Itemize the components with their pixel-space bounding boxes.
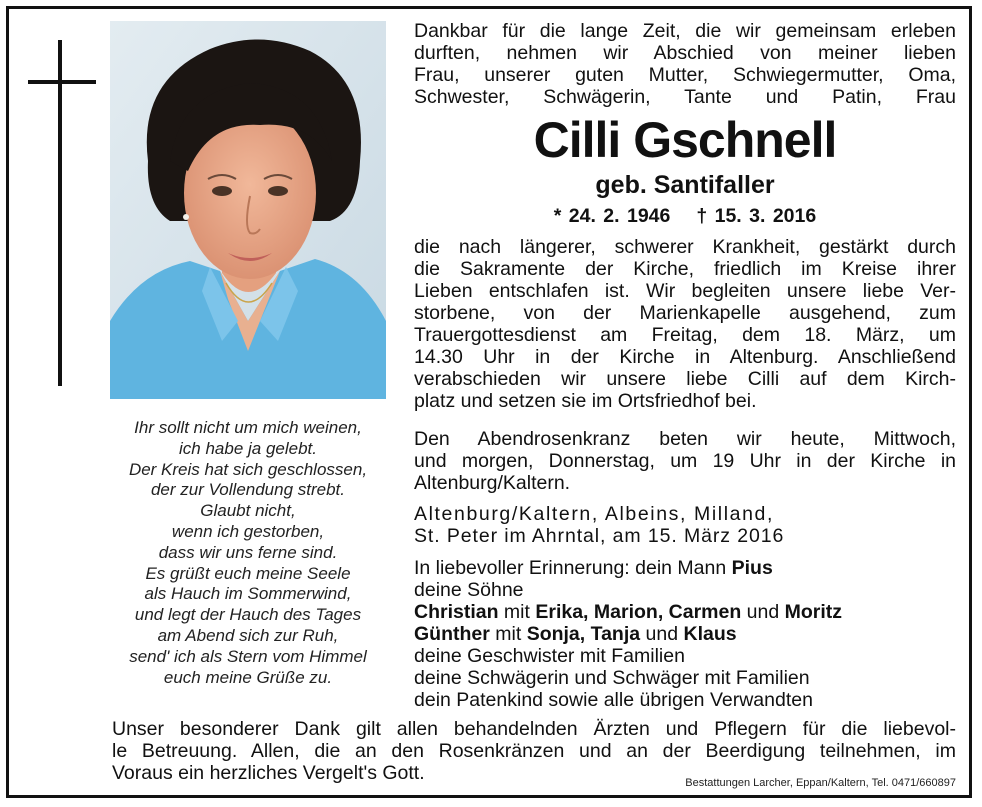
deceased-name: Cilli Gschnell	[533, 112, 837, 168]
life-dates	[414, 204, 956, 228]
poem-line: Es grüßt euch meine Seele	[145, 563, 351, 583]
family-text: mit	[489, 623, 527, 645]
story-line: 14.30 Uhr in der Kirche in Altenburg. Anschließend	[414, 346, 956, 368]
poem-line: ich habe ja gelebt.	[179, 438, 317, 458]
son-name: Christian	[414, 601, 499, 623]
story-line: die Sakramente der Kirche, friedlich im Kreise ihrer	[414, 258, 956, 280]
story-text	[414, 236, 956, 412]
poem-line: wenn ich gestorben,	[171, 521, 325, 541]
story-line: platz und setzen sie im Ortsfriedhof bei.	[414, 390, 757, 412]
son-family-names: Moritz	[784, 601, 843, 623]
family-list	[414, 557, 956, 711]
son-name: Günther	[414, 623, 490, 645]
family-line-siblings: deine Geschwister mit Familien	[414, 645, 685, 667]
intro-line: Frau, unserer guten Mutter, Schwiegermutter, Oma,	[414, 64, 956, 86]
undertaker-credit: Bestattungen Larcher, Eppan/Kaltern, Tel. 0471/660897	[685, 777, 956, 789]
poem-line: send' ich als Stern vom Himmel	[129, 646, 367, 666]
family-line-in-laws: deine Schwägerin und Schwäger mit Familien	[414, 667, 810, 689]
poem-line: Glaubt nicht,	[200, 501, 296, 521]
intro-line: Schwester, Schwägerin, Tante und Patin, Frau	[414, 86, 956, 108]
poem-line: am Abend sich zur Ruh,	[157, 625, 339, 645]
story-line: Trauergottesdienst am Freitag, dem 18. März, um	[414, 324, 956, 346]
family-text: mit	[498, 601, 536, 623]
family-line-son1	[414, 601, 956, 623]
family-line-sons-label: deine Söhne	[414, 579, 524, 601]
intro-line: durften, nehmen wir Abschied von meiner lieben	[414, 42, 956, 64]
poem-line: euch meine Grüße zu.	[163, 667, 333, 687]
son-family-names: Sonja, Tanja	[526, 623, 641, 645]
family-line-son2	[414, 623, 956, 645]
rosary-line: Den Abendrosenkranz beten wir heute, Mittwoch,	[414, 428, 956, 450]
story-line: storbene, von der Marienkapelle ausgehend, zum	[414, 302, 956, 324]
thanks-line: Unser besonderer Dank gilt allen behandelnden Ärzten und Pflegern für die liebevol-	[112, 718, 956, 740]
thanks-line: le Betreuung. Allen, die an den Rosenkränzen und an der Beerdigung teilnehmen, im	[112, 740, 956, 762]
poem-line: Ihr sollt nicht um mich weinen,	[134, 418, 362, 437]
family-line-husband	[414, 557, 956, 579]
son-family-names: Klaus	[683, 623, 737, 645]
death-date: † 15. 3. 2016	[696, 205, 817, 227]
son-family-names: Erika, Marion, Carmen	[535, 601, 742, 623]
place-line: St. Peter im Ahrntal, am 15. März 2016	[414, 525, 785, 547]
family-text: und	[640, 623, 684, 645]
family-text: In liebevoller Erinnerung: dein Mann	[414, 557, 732, 579]
poem-line: der zur Vollendung strebt.	[150, 480, 346, 500]
portrait-photo	[110, 21, 386, 399]
cross-icon-bar	[28, 80, 96, 84]
family-text: und	[741, 601, 785, 623]
rosary-line: Altenburg/Kaltern.	[414, 472, 571, 494]
story-line: die nach längerer, schwerer Krankheit, gestärkt durch	[414, 236, 956, 258]
poem-line: Der Kreis hat sich geschlossen,	[128, 459, 368, 479]
poem-line: und legt der Hauch des Tages	[134, 605, 362, 625]
poem-line: dass wir uns ferne sind.	[158, 542, 338, 562]
intro-text	[414, 20, 956, 108]
intro-line: Dankbar für die lange Zeit, die wir gemeinsam erleben	[414, 20, 956, 42]
story-line: verabschieden wir unsere liebe Cilli auf dem Kirch-	[414, 368, 956, 390]
rosary-text	[414, 428, 956, 494]
rosary-line: und morgen, Donnerstag, um 19 Uhr in der Kirche in	[414, 450, 956, 472]
thanks-line: Voraus ein herzliches Vergelt's Gott.	[112, 762, 425, 784]
thanks-text	[112, 718, 956, 784]
place-line: Altenburg/Kaltern, Albeins, Milland,	[414, 503, 775, 525]
place-date	[414, 503, 956, 547]
poem-line: als Hauch im Sommerwind,	[144, 584, 352, 604]
birth-date: * 24. 2. 1946	[553, 205, 671, 227]
story-line: Lieben entschlafen ist. Wir begleiten unsere liebe Ver-	[414, 280, 956, 302]
poem	[96, 418, 400, 688]
husband-name: Pius	[731, 557, 773, 579]
maiden-name: geb. Santifaller	[595, 171, 775, 199]
family-line-godchild: dein Patenkind sowie alle übrigen Verwandten	[414, 689, 813, 711]
cross-icon	[58, 40, 62, 386]
